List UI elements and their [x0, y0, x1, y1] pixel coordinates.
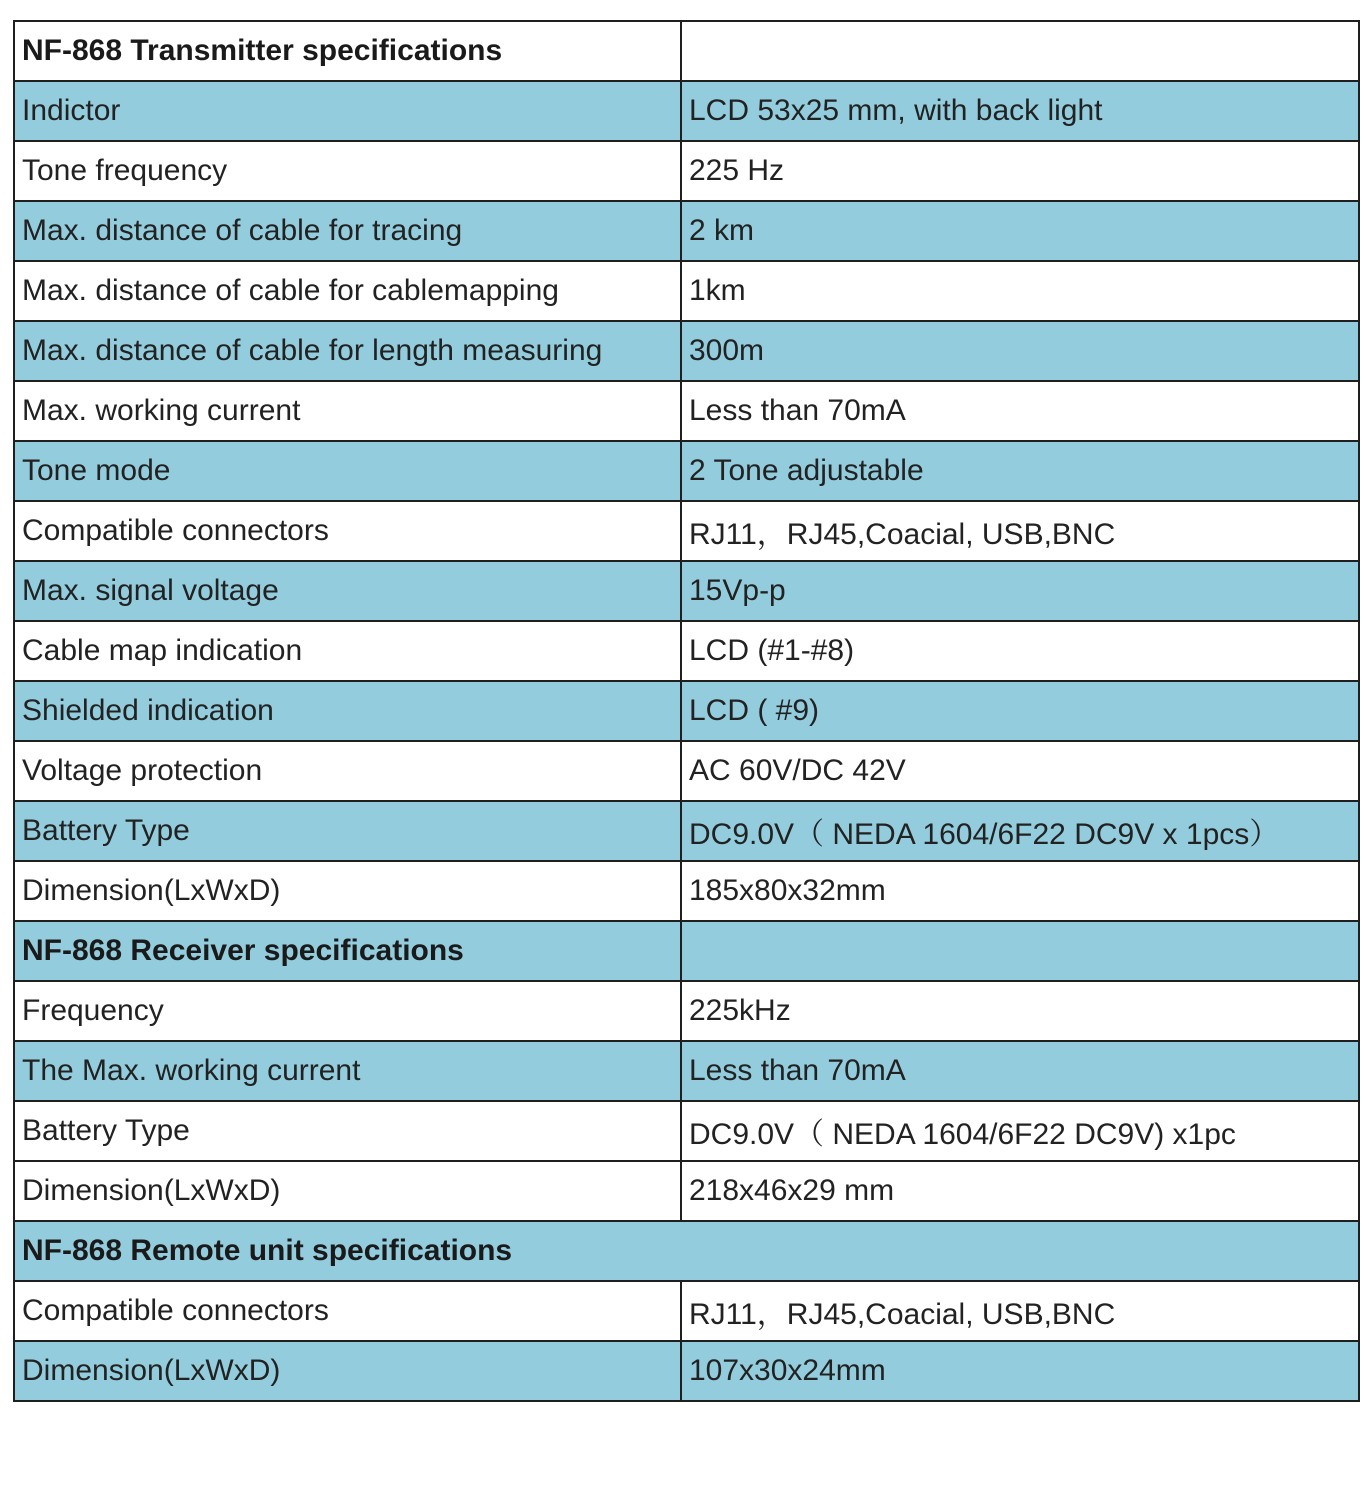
spec-value: 15Vp-p: [681, 561, 1359, 621]
table-row: [14, 201, 1359, 261]
section-title: NF-868 Transmitter specifications: [14, 21, 681, 81]
spec-label: Max. distance of cable for length measuring: [14, 321, 681, 381]
table-row: [14, 1041, 1359, 1101]
section-header-row: [14, 921, 1359, 981]
specifications-table: [13, 20, 1360, 1402]
table-row: [14, 801, 1359, 861]
spec-label: Battery Type: [14, 1101, 681, 1161]
spec-value: DC9.0V（ NEDA 1604/6F22 DC9V x 1pcs）: [681, 801, 1359, 861]
section-empty-cell: [681, 21, 1359, 81]
table-row: [14, 861, 1359, 921]
spec-value: 225kHz: [681, 981, 1359, 1041]
section-empty-cell: [681, 921, 1359, 981]
section-title: NF-868 Remote unit specifications: [14, 1221, 1359, 1281]
table-row: [14, 1161, 1359, 1221]
table-row: [14, 741, 1359, 801]
spec-value: 225 Hz: [681, 141, 1359, 201]
spec-label: Indictor: [14, 81, 681, 141]
spec-label: Dimension(LxWxD): [14, 1341, 681, 1401]
table-row: [14, 321, 1359, 381]
spec-label: Max. distance of cable for tracing: [14, 201, 681, 261]
spec-value: AC 60V/DC 42V: [681, 741, 1359, 801]
table-row: [14, 261, 1359, 321]
table-row: [14, 681, 1359, 741]
table-row: [14, 141, 1359, 201]
spec-label: Max. distance of cable for cablemapping: [14, 261, 681, 321]
spec-value: 2 km: [681, 201, 1359, 261]
spec-label: Tone mode: [14, 441, 681, 501]
spec-value: 218x46x29 mm: [681, 1161, 1359, 1221]
section-header-row: [14, 21, 1359, 81]
table-row: [14, 441, 1359, 501]
specifications-table-body: [14, 21, 1359, 1401]
spec-value: RJ11，RJ45,Coacial, USB,BNC: [681, 501, 1359, 561]
spec-value: 1km: [681, 261, 1359, 321]
spec-value: LCD (#1-#8): [681, 621, 1359, 681]
section-header-row: [14, 1221, 1359, 1281]
spec-label: Max. working current: [14, 381, 681, 441]
spec-label: Frequency: [14, 981, 681, 1041]
spec-label: Voltage protection: [14, 741, 681, 801]
table-row: [14, 501, 1359, 561]
spec-value: 107x30x24mm: [681, 1341, 1359, 1401]
spec-value: 2 Tone adjustable: [681, 441, 1359, 501]
spec-value: Less than 70mA: [681, 1041, 1359, 1101]
spec-label: Max. signal voltage: [14, 561, 681, 621]
spec-label: Compatible connectors: [14, 1281, 681, 1341]
section-title: NF-868 Receiver specifications: [14, 921, 681, 981]
table-row: [14, 381, 1359, 441]
table-row: [14, 561, 1359, 621]
spec-label: Battery Type: [14, 801, 681, 861]
table-row: [14, 1281, 1359, 1341]
table-row: [14, 1341, 1359, 1401]
spec-label: Cable map indication: [14, 621, 681, 681]
spec-value: Less than 70mA: [681, 381, 1359, 441]
spec-label: Shielded indication: [14, 681, 681, 741]
spec-value: LCD ( #9): [681, 681, 1359, 741]
spec-value: DC9.0V（ NEDA 1604/6F22 DC9V) x1pc: [681, 1101, 1359, 1161]
table-row: [14, 981, 1359, 1041]
spec-label: Dimension(LxWxD): [14, 861, 681, 921]
spec-label: Compatible connectors: [14, 501, 681, 561]
spec-value: 300m: [681, 321, 1359, 381]
table-row: [14, 81, 1359, 141]
spec-label: The Max. working current: [14, 1041, 681, 1101]
spec-value: RJ11，RJ45,Coacial, USB,BNC: [681, 1281, 1359, 1341]
table-row: [14, 621, 1359, 681]
spec-value: LCD 53x25 mm, with back light: [681, 81, 1359, 141]
spec-label: Tone frequency: [14, 141, 681, 201]
spec-label: Dimension(LxWxD): [14, 1161, 681, 1221]
table-row: [14, 1101, 1359, 1161]
spec-value: 185x80x32mm: [681, 861, 1359, 921]
